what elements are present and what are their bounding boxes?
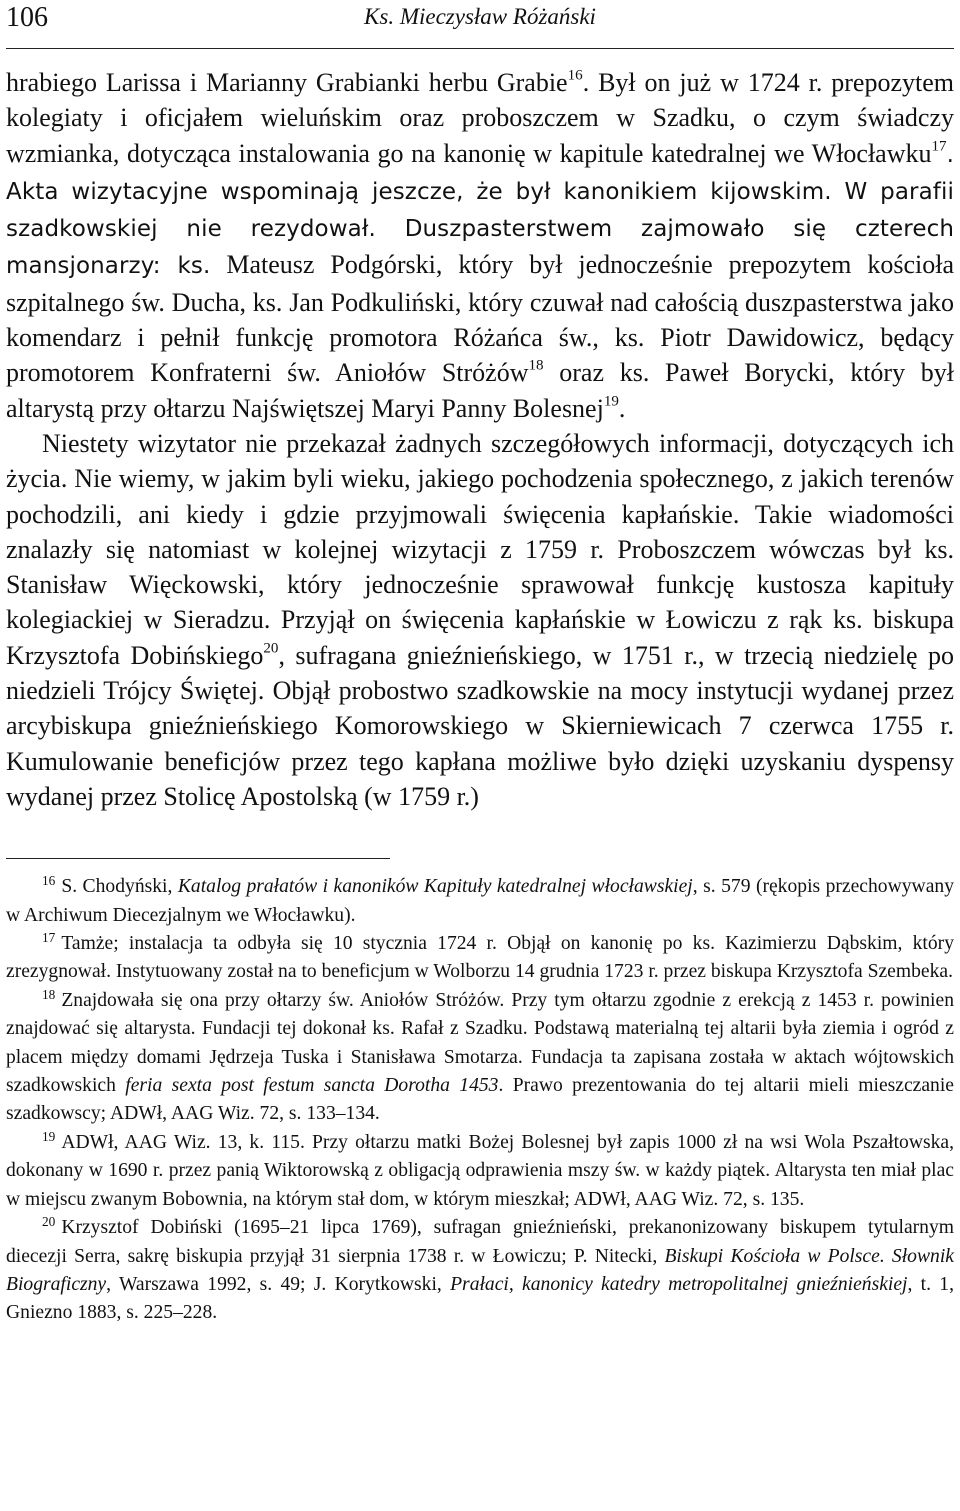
footnote-mark-19: 19 xyxy=(42,1128,56,1144)
footnote-20-text-c: , t. 1, Gniezno 1883, s. 225–228. xyxy=(6,1273,954,1324)
footnote-18-text-a: Znajdowała się ona przy ołtarzy św. Aniołów Stróżów. Przy tym ołtarzu zgodnie z erekcją z 1453 r. powinien znajdować się altarysta. Fundacji tej dokonał ks. Rafał z Szadku. Podstawą materialną tej altarii była ziemia i ogród z placem między domami Jędrzeja Tuska i Stanisława Smotarza. Fundacja ta zapisana została w aktach wójtowskich szadkowskich xyxy=(6,989,954,1097)
footnote-ref-16[interactable]: 16 xyxy=(567,67,583,84)
p2-text-b: , sufragana gnieźnieńskiego, w 1751 r., w trzecią niedzielę po niedzieli Trójcy Świętej. Objął probostwo szadkowskie na mocy instytucji wydanej przez arcybiskupa gnieźnieńskiego Komorowskiego w Skierniewicach 7 czerwca 1755 r. Kumulowanie beneficjów przez tego kapłana możliwe było dzięki uzyskaniu dyspensy wydanej przez Stolicę Apostolską (w 1759 r.) xyxy=(6,640,954,811)
footnote-20-text-b: , Warszawa 1992, s. 49; J. Korytkowski, xyxy=(106,1273,451,1295)
footnote-19-text: ADWł, AAG Wiz. 13, k. 115. Przy ołtarzu matki Bożej Bolesnej był zapis 1000 zł na wsi Wola Pszałtowska, dokonany w 1690 r. przez panią Wiktorowską z obligacją odprawienia mszy św. w każdy piątek. Altarysta ten miał plac w miejscu zwanym Bobownia, na którym stał dom, w którym mieszkał; ADWł, AAG Wiz. 72, s. 135. xyxy=(6,1131,954,1210)
footnote-20-title-1: Biskupi Kościoła w Polsce. Słownik Biograficzny xyxy=(6,1245,954,1295)
page-number: 106 xyxy=(6,2,48,33)
footnote-20-text-a: Krzysztof Dobiński (1695–21 lipca 1769), sufragan gnieźnieński, prekanonizowany biskupem tytularnym diecezji Serra, sakrę biskupia przyjął 31 sierpnia 1738 r. w Łowiczu; P. Nitecki, xyxy=(6,1217,954,1267)
footnote-separator xyxy=(6,858,390,859)
p1-text-b: . Był on już w 1724 r. prepozytem kolegiaty i oficjałem wieluńskim oraz proboszczem w Szadku, o czym świadczy wzmianka, dotycząca instalowania go na kanonię w kapitule katedralnej we Włocławku xyxy=(6,68,954,168)
p1-text-d: Mateusz Podgórski, który był jednocześnie prepozytem kościoła szpitalnego św. Ducha, ks. Jan Podkuliński, który czuwał nad całością duszpasterstwa jako komendarz i pełnił funkcję promotora Różańca św., ks. Piotr Dawidowicz, będący promotorem Konfraterni św. Aniołów Stróżów xyxy=(6,250,954,388)
footnote-16-title: Katalog prałatów i kanoników Kapituły katedralnej włocławskiej xyxy=(177,876,693,898)
document-page xyxy=(6,0,954,1328)
footnote-ref-18[interactable]: 18 xyxy=(528,358,544,375)
p1-text-a: hrabiego Larissa i Marianny Grabianki herbu Grabie xyxy=(6,68,568,97)
footnote-20-title-2: Prałaci, kanonicy katedry metropolitalnej gnieźnieńskiej xyxy=(450,1273,908,1295)
footnote-ref-19[interactable]: 19 xyxy=(603,393,619,410)
footnote-17-text: Tamże; instalacja ta odbyła się 10 stycznia 1724 r. Objął on kanonię po ks. Kazimierzu Dąbskim, który zrezygnował. Instytuowany został na to beneficjum w Wolborzu 14 grudnia 1723 r. przez biskupa Krzysztofa Szembeka. xyxy=(6,933,954,983)
footnote-17 xyxy=(6,930,954,987)
body-paragraph-1 xyxy=(6,65,954,426)
main-text xyxy=(6,65,954,814)
page-header xyxy=(6,0,954,49)
footnote-16-text-b: , s. 579 (rękopis przechowywany w Archiwum Diecezjalnym we Włocławku). xyxy=(6,876,954,926)
footnote-18-text-b: . Prawo prezentowania do tej altarii mieli mieszczanie szadkowscy; ADWł, AAG Wiz. 72, s. 133–134. xyxy=(6,1075,954,1125)
footnote-mark-16: 16 xyxy=(42,872,56,888)
footnote-mark-18: 18 xyxy=(42,986,56,1002)
footnote-mark-20: 20 xyxy=(42,1213,56,1229)
footnote-18 xyxy=(6,987,954,1129)
p1-text-e: oraz ks. Paweł Borycki, który był altarystą przy ołtarzu Najświętszej Maryi Panny Bolesnej xyxy=(6,358,954,423)
footnote-mark-17: 17 xyxy=(42,929,56,945)
footnote-19 xyxy=(6,1129,954,1214)
body-paragraph-2 xyxy=(6,426,954,814)
p2-text-a: Niestety wizytator nie przekazał żadnych szczegółowych informacji, dotyczących ich życia. Nie wiemy, w jakim byli wieku, jakiego pochodzenia społecznego, z jakich terenów pochodzili, ani kiedy i gdzie przyjmowali święcenia kapłańskie. Takie wiadomości znalazły się natomiast w kolejnej wizytacji z 1759 r. Proboszczem wówczas był ks. Stanisław Więckowski, który jednocześnie sprawował funkcję kustosza kapituły kolegiackiej w Sieradzu. Przyjął on święcenia kapłańskie w Łowiczu z rąk ks. biskupa Krzysztofa Dobińskiego xyxy=(6,428,954,670)
footnotes xyxy=(6,873,954,1328)
running-head: Ks. Mieczysław Różański xyxy=(364,4,596,29)
p1-text-c: . Akta wizytacyjne wspominają jeszcze, że był kanonikiem kijowskim. W parafii szadkowskiej nie rezydował. Duszpasterstwem zajmowało się czterech mansjonarzy: ks. xyxy=(6,141,954,280)
footnote-ref-17[interactable]: 17 xyxy=(931,138,947,155)
footnote-ref-20[interactable]: 20 xyxy=(263,640,279,657)
footnote-16-text-a: S. Chodyński, xyxy=(61,876,178,898)
footnote-16 xyxy=(6,873,954,930)
p1-text-f: . xyxy=(618,393,626,423)
footnote-18-latin: feria sexta post festum sancta Dorotha 1453 xyxy=(125,1075,499,1097)
footnote-20 xyxy=(6,1214,954,1328)
